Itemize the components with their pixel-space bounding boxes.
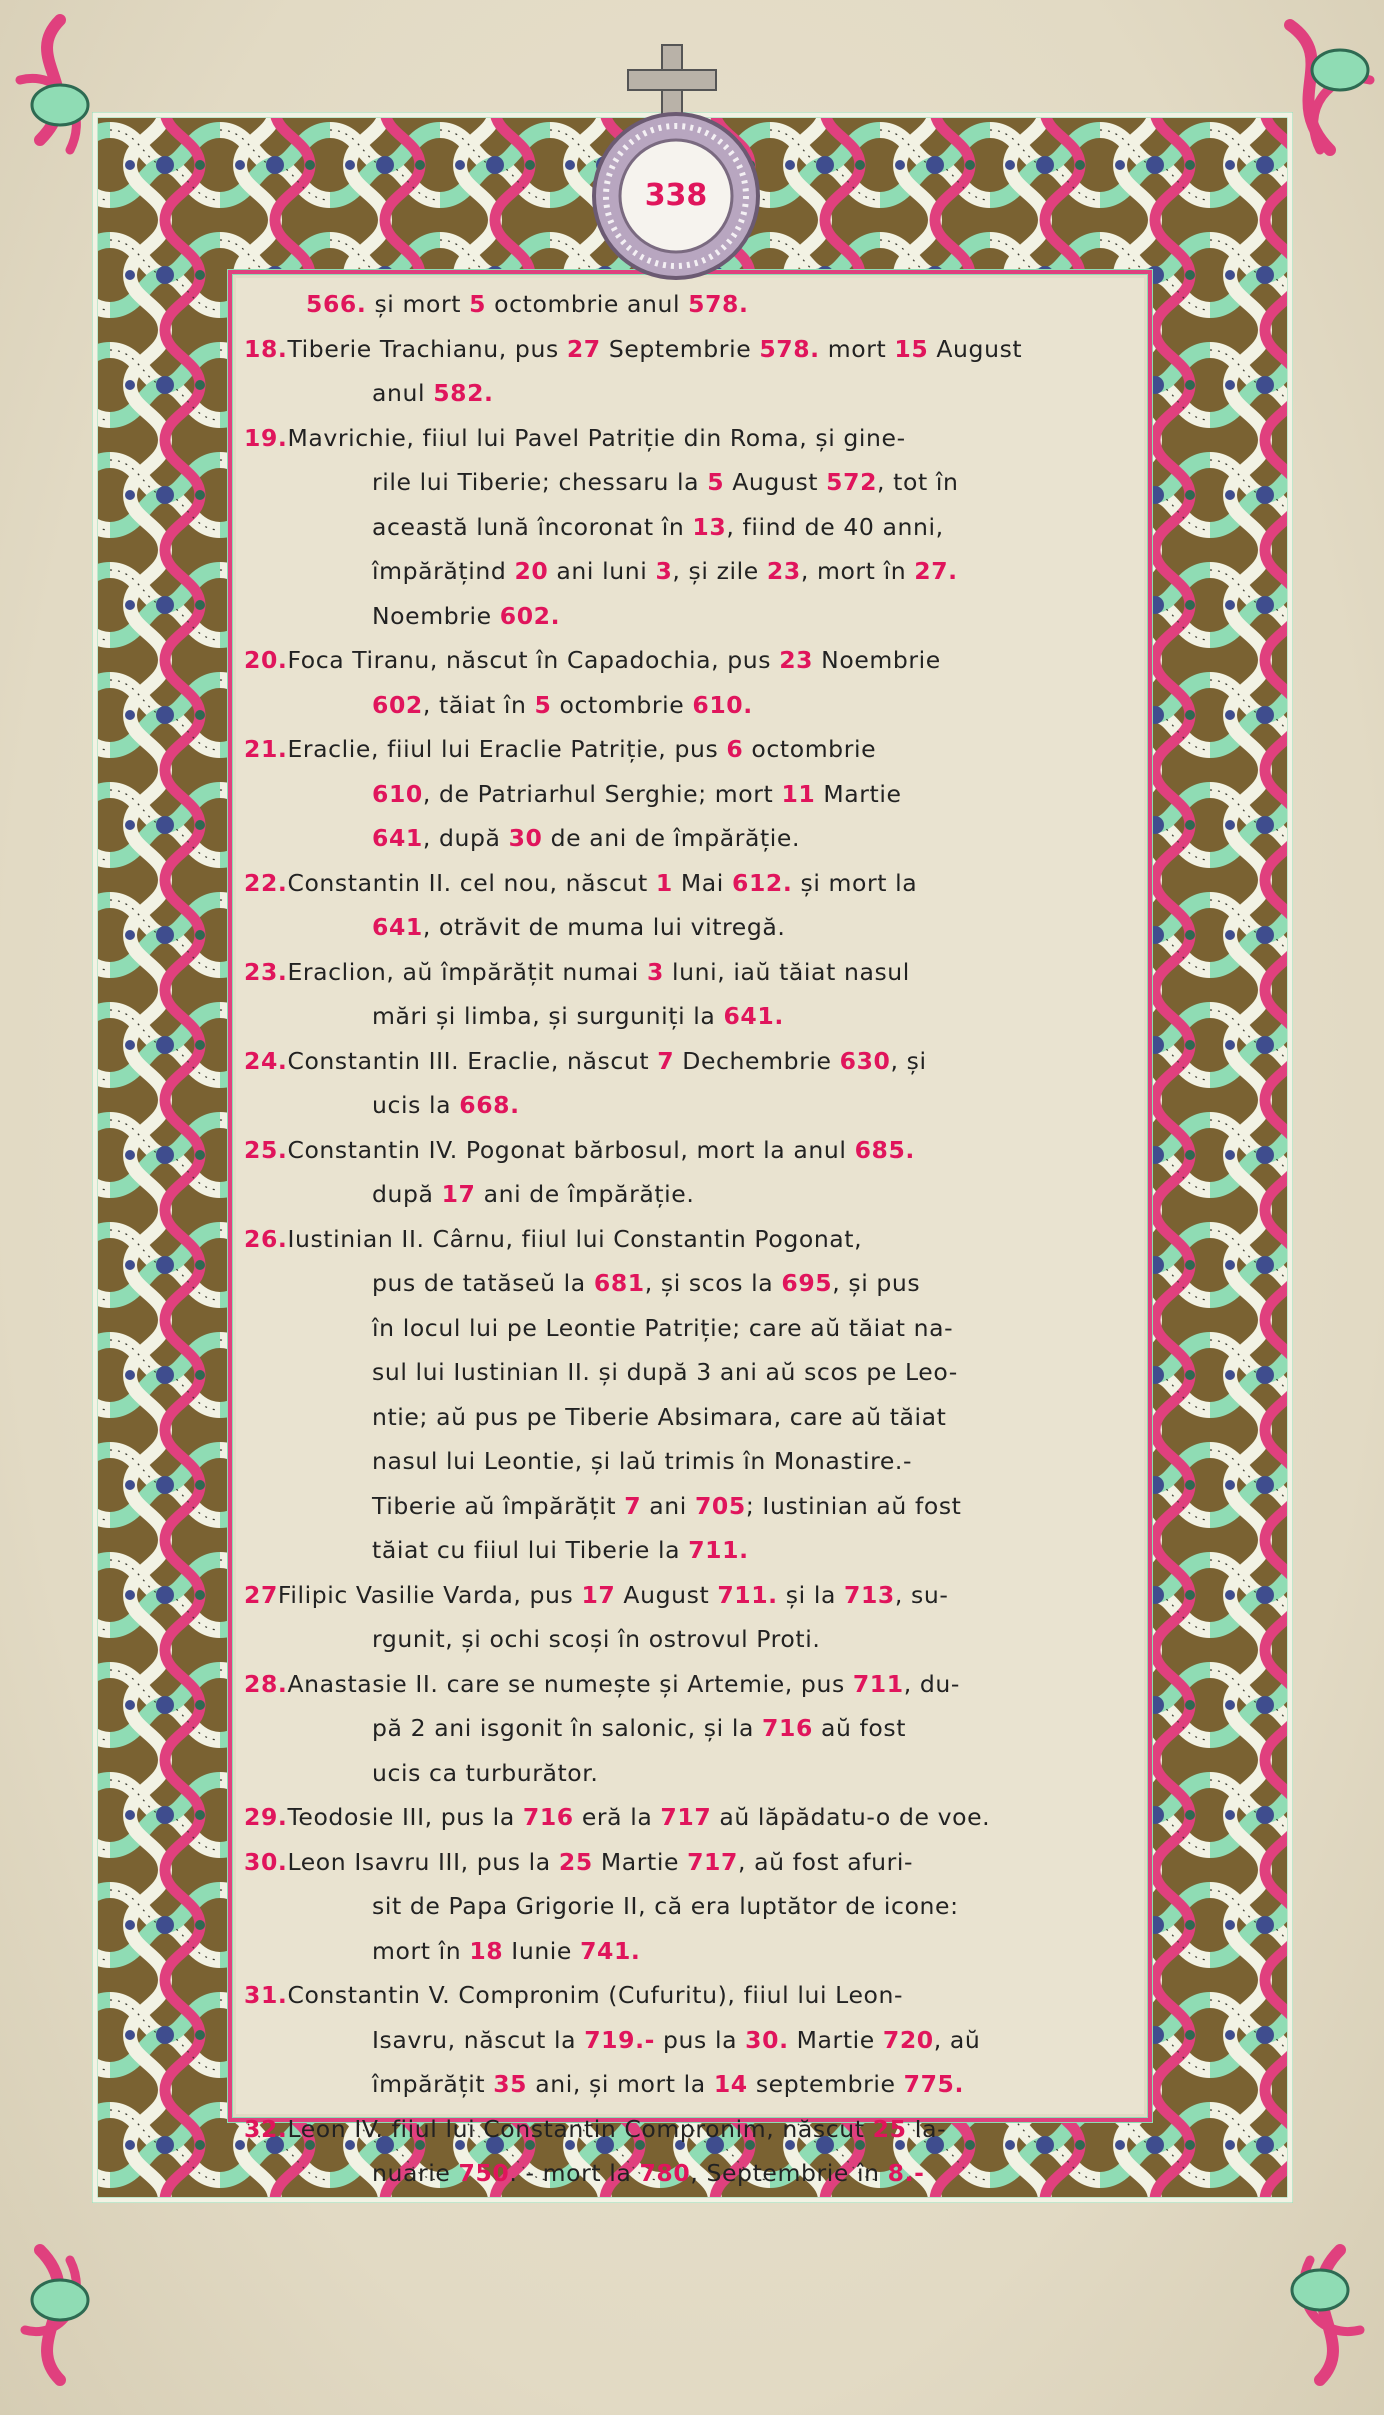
entry-line-first bbox=[244, 1662, 1134, 1707]
entry-number: 32. bbox=[244, 2114, 288, 2143]
entry-line bbox=[244, 1706, 1134, 1751]
text-run: , otrăvit de muma lui vitregă. bbox=[422, 913, 786, 941]
red-numeral: 695 bbox=[781, 1269, 833, 1297]
entry-number: 27 bbox=[244, 1580, 278, 1609]
red-numeral: 572 bbox=[826, 468, 878, 496]
entry-number: 26. bbox=[244, 1224, 288, 1253]
red-numeral: 681 bbox=[593, 1269, 645, 1297]
red-numeral: 18 bbox=[469, 1936, 504, 1965]
page-number: 338 bbox=[644, 178, 708, 213]
entry-line bbox=[244, 549, 1134, 594]
text-run: Martie bbox=[815, 779, 902, 808]
text-run: Isavru, născut la bbox=[372, 2025, 585, 2054]
entry-line-first bbox=[244, 1973, 1134, 2018]
text-run: , după bbox=[422, 824, 509, 852]
entry-line bbox=[244, 772, 1134, 817]
text-run: ucis ca turburător. bbox=[372, 1758, 599, 1787]
red-numeral: 705 bbox=[694, 1491, 746, 1520]
entry-line bbox=[244, 1751, 1134, 1796]
text-run: , tăiat în bbox=[422, 690, 535, 719]
text-run: pă 2 ani isgonit în salonic, și la bbox=[372, 1714, 763, 1742]
entry-line bbox=[244, 460, 1134, 505]
entry-line-first bbox=[244, 861, 1134, 906]
red-numeral: 5 bbox=[707, 468, 725, 496]
text-run: , de Patriarhul Serghie; mort bbox=[422, 779, 782, 808]
text-run: , și zile bbox=[672, 557, 767, 585]
text-run: August bbox=[928, 334, 1023, 363]
red-numeral: 610 bbox=[372, 779, 423, 808]
red-numeral: 641. bbox=[723, 1002, 784, 1030]
entry-line bbox=[244, 371, 1134, 416]
red-numeral: 35 bbox=[493, 2070, 528, 2098]
red-numeral: 610. bbox=[692, 690, 753, 719]
entry-line bbox=[244, 1484, 1134, 1529]
text-run: Eraclie, fiiul lui Eraclie Patriție, pus bbox=[287, 735, 727, 763]
corner-ornament-icon bbox=[1292, 2250, 1360, 2380]
text-run: ; Iustinian aŭ fost bbox=[745, 1491, 962, 1520]
entry-line-first bbox=[244, 638, 1134, 683]
text-run: mări și limba, și surguniți la bbox=[372, 1002, 724, 1030]
entry-line-first bbox=[244, 1795, 1134, 1840]
entry-line-first bbox=[244, 1573, 1134, 1618]
entry-number: 22. bbox=[244, 868, 288, 897]
text-run: , tot în bbox=[877, 468, 959, 496]
entry-line-first bbox=[244, 327, 1134, 372]
text-run: această lună încoronat în bbox=[372, 512, 693, 541]
red-numeral: 717 bbox=[660, 1803, 712, 1831]
entry-number: 23. bbox=[244, 957, 288, 986]
text-run: August bbox=[724, 468, 827, 496]
red-numeral: 17 bbox=[441, 1180, 476, 1208]
text-run: anul bbox=[372, 379, 434, 407]
text-run: ani luni bbox=[548, 557, 656, 585]
red-numeral: 23 bbox=[779, 646, 814, 674]
text-run: , aŭ fost afuri- bbox=[737, 1847, 914, 1876]
text-run: Mavrichie, fiiul lui Pavel Patriție din Roma, și gine- bbox=[287, 423, 906, 452]
text-run: , mort în bbox=[800, 557, 915, 585]
text-run: Martie bbox=[788, 2025, 883, 2054]
text-run: Martie bbox=[592, 1847, 688, 1876]
entry-number: 24. bbox=[244, 1046, 288, 1075]
red-numeral: 612. bbox=[732, 868, 793, 897]
text-run: Constantin III. Eraclie, născut bbox=[287, 1046, 658, 1075]
entry-line bbox=[244, 1528, 1134, 1573]
entry-line bbox=[244, 2018, 1134, 2063]
red-numeral: 578. bbox=[759, 334, 820, 363]
red-numeral: 713 bbox=[844, 1580, 895, 1609]
text-run: eră la bbox=[573, 1803, 661, 1831]
red-numeral: 716 bbox=[522, 1803, 574, 1831]
text-run: Eraclion, aŭ împărățit numai bbox=[287, 957, 648, 986]
red-numeral: 719.- bbox=[584, 2025, 655, 2054]
entry-line-first bbox=[244, 1217, 1134, 1262]
entry-line-first bbox=[244, 1840, 1134, 1885]
text-run: Filipic Vasilie Varda, pus bbox=[277, 1580, 582, 1609]
red-numeral: 13 bbox=[692, 512, 727, 541]
text-run: Constantin V. Compronim (Cufuritu), fiiul lui Leon- bbox=[287, 1981, 904, 2009]
entry-line-first bbox=[244, 727, 1134, 772]
red-numeral: 741. bbox=[580, 1936, 641, 1965]
text-run: Foca Tiranu, născut în Capadochia, pus bbox=[287, 646, 780, 674]
entry-line bbox=[244, 594, 1134, 639]
text-run: ani bbox=[641, 1491, 695, 1520]
red-numeral: 30 bbox=[508, 824, 543, 852]
red-numeral: 578. bbox=[688, 290, 749, 318]
text-run: , și scos la bbox=[644, 1269, 782, 1297]
text-run: Leon Isavru III, pus la bbox=[287, 1847, 559, 1876]
text-run: aŭ lăpădatu-o de voe. bbox=[711, 1803, 991, 1831]
text-run: după bbox=[372, 1180, 442, 1208]
entry-number: 25. bbox=[244, 1135, 288, 1164]
entry-number: 31. bbox=[244, 1981, 288, 2009]
red-numeral: 717 bbox=[687, 1847, 738, 1876]
text-run: Iunie bbox=[503, 1936, 581, 1965]
text-run: și mort la bbox=[792, 868, 918, 897]
text-run: împărățit bbox=[372, 2070, 494, 2098]
entry-line bbox=[244, 994, 1134, 1039]
red-numeral: 27 bbox=[566, 334, 601, 363]
entry-line bbox=[244, 1884, 1134, 1929]
text-run: August bbox=[615, 1580, 718, 1609]
red-numeral: 641 bbox=[372, 913, 423, 941]
text-run: ani de împărăție. bbox=[475, 1180, 695, 1208]
entry-number: 29. bbox=[244, 1803, 288, 1831]
red-numeral: 7 bbox=[624, 1491, 642, 1520]
text-run: , du- bbox=[903, 1669, 960, 1698]
entry-line bbox=[244, 1261, 1134, 1306]
entry-line bbox=[244, 816, 1134, 861]
text-run: Septembrie bbox=[600, 334, 760, 363]
entry-line bbox=[244, 505, 1134, 550]
entry-line-first bbox=[244, 1039, 1134, 1084]
text-run: . - mort la bbox=[509, 2159, 640, 2187]
text-run: Constantin II. cel nou, născut bbox=[287, 868, 656, 897]
text-run: rile lui Tiberie; chessaru la bbox=[372, 468, 708, 496]
entry-line-first bbox=[244, 2107, 1134, 2152]
text-run: Tiberie aŭ împărățit bbox=[372, 1491, 625, 1520]
text-run: nuarie bbox=[372, 2159, 459, 2187]
entry-number: 20. bbox=[244, 646, 288, 674]
entry-number: 28. bbox=[244, 1669, 288, 1698]
red-numeral: 30. bbox=[745, 2025, 789, 2054]
text-run: , fiind de 40 anni, bbox=[726, 512, 944, 541]
text-run: sit de Papa Grigorie II, că era luptător de icone: bbox=[372, 1892, 959, 1920]
entry-number: 21. bbox=[244, 735, 288, 763]
text-run: Iustinian II. Cârnu, fiiul lui Constantin Pogonat, bbox=[287, 1224, 863, 1253]
text-run: rgunit, și ochi scoși în ostrovul Proti. bbox=[372, 1625, 821, 1653]
red-numeral: 750 bbox=[458, 2159, 510, 2187]
red-numeral: 668. bbox=[459, 1091, 520, 1119]
text-run: octombrie bbox=[551, 690, 693, 719]
corner-ornament-icon bbox=[25, 2250, 88, 2380]
red-numeral: 630 bbox=[839, 1046, 891, 1075]
text-run: Ia- bbox=[906, 2114, 947, 2143]
red-numeral: 23 bbox=[766, 557, 801, 585]
text-run: nasul lui Leontie, și laŭ trimis în Monastire.- bbox=[372, 1447, 913, 1475]
red-numeral: 25 bbox=[558, 1847, 593, 1876]
text-run: și la bbox=[777, 1580, 845, 1609]
text-run: septembrie bbox=[747, 2070, 904, 2098]
entry-number: 19. bbox=[244, 423, 288, 452]
red-numeral: 7 bbox=[657, 1046, 675, 1075]
red-numeral: 582. bbox=[433, 379, 494, 407]
entry-line bbox=[244, 1350, 1134, 1395]
red-numeral: 17 bbox=[581, 1580, 616, 1609]
entry-line bbox=[244, 1172, 1134, 1217]
red-numeral: 711. bbox=[717, 1580, 778, 1609]
text-run: ani, și mort la bbox=[527, 2070, 714, 2098]
text-run: Leon IV. fiiul lui Constantin Compronim, născut bbox=[287, 2114, 873, 2143]
red-numeral: 711. bbox=[688, 1536, 749, 1564]
red-numeral: 1 bbox=[655, 868, 673, 897]
corner-ornament-icon bbox=[1290, 25, 1370, 150]
entry-line bbox=[244, 1306, 1134, 1351]
entry-line bbox=[244, 1617, 1134, 1662]
red-numeral: 6 bbox=[726, 735, 744, 763]
red-numeral: 8.- bbox=[887, 2159, 925, 2187]
text-run: , Septembrie în bbox=[690, 2159, 888, 2187]
corner-ornament-icon bbox=[20, 20, 88, 150]
text-run: ntie; aŭ pus pe Tiberie Absimara, care aŭ tăiat bbox=[372, 1402, 947, 1431]
text-run: Dechembrie bbox=[674, 1046, 840, 1075]
red-numeral: 566. bbox=[306, 290, 367, 318]
red-numeral: 716 bbox=[762, 1714, 813, 1742]
text-run: împărățind bbox=[372, 557, 515, 585]
text-run: , aŭ bbox=[933, 2025, 981, 2054]
text-run: Tiberie Trachianu, pus bbox=[287, 334, 567, 363]
entry-line-first bbox=[244, 950, 1134, 995]
text-run: pus la bbox=[654, 2025, 746, 2054]
entry-number: 30. bbox=[244, 1847, 288, 1876]
text-run: , su- bbox=[894, 1580, 949, 1609]
text-run: , și bbox=[890, 1046, 927, 1075]
text-run: ucis la bbox=[372, 1091, 460, 1119]
red-numeral: 11 bbox=[781, 779, 816, 808]
text-run: de ani de împărăție. bbox=[542, 824, 801, 852]
entry-line bbox=[244, 1929, 1134, 1974]
text-run: octombrie anul bbox=[486, 290, 689, 318]
text-run: Constantin IV. Pogonat bărbosul, mort la anul bbox=[287, 1135, 855, 1164]
entry-line bbox=[244, 2062, 1134, 2107]
text-run: Noembrie bbox=[813, 646, 941, 674]
red-numeral: 3 bbox=[655, 557, 673, 585]
text-run: luni, iaŭ tăiat nasul bbox=[663, 957, 910, 986]
entry-number: 18. bbox=[244, 334, 288, 363]
entry-line bbox=[244, 1083, 1134, 1128]
red-numeral: 5 bbox=[469, 290, 487, 318]
text-run: pus de tatăseŭ la bbox=[372, 1269, 594, 1297]
text-run: Noembrie bbox=[372, 601, 500, 630]
text-run: și mort bbox=[366, 290, 470, 318]
red-numeral: 5 bbox=[534, 690, 552, 719]
red-numeral: 27. bbox=[914, 557, 958, 585]
text-run: mort în bbox=[372, 1936, 470, 1965]
red-numeral: 25 bbox=[872, 2114, 907, 2143]
red-numeral: 14 bbox=[713, 2070, 748, 2098]
red-numeral: 780 bbox=[639, 2159, 691, 2187]
entry-line bbox=[244, 683, 1134, 728]
red-numeral: 602 bbox=[372, 690, 423, 719]
text-run: aŭ fost bbox=[812, 1714, 907, 1742]
text-run: tăiat cu fiiul lui Tiberie la bbox=[372, 1536, 689, 1564]
text-run: octombrie bbox=[743, 735, 877, 763]
text-run: Teodosie III, pus la bbox=[287, 1803, 523, 1831]
entry-line-first bbox=[244, 416, 1134, 461]
entry-line bbox=[244, 2151, 1134, 2196]
entry-line bbox=[244, 905, 1134, 950]
red-numeral: 641 bbox=[372, 824, 423, 852]
entry-line-first bbox=[244, 282, 1134, 327]
text-run: mort bbox=[819, 334, 895, 363]
red-numeral: 685. bbox=[854, 1135, 915, 1164]
chronicle-text bbox=[244, 282, 1134, 2187]
red-numeral: 775. bbox=[903, 2070, 965, 2098]
entry-line-first bbox=[244, 1128, 1134, 1173]
text-run: , și pus bbox=[832, 1269, 921, 1297]
text-run: în locul lui pe Leontie Patriție; care aŭ tăiat na- bbox=[372, 1313, 954, 1342]
text-run: Anastasie II. care se numește și Artemie, pus bbox=[287, 1669, 853, 1698]
red-numeral: 3 bbox=[647, 957, 664, 986]
red-numeral: 711 bbox=[852, 1669, 904, 1698]
entry-line bbox=[244, 1439, 1134, 1484]
red-numeral: 602. bbox=[499, 601, 561, 630]
red-numeral: 20 bbox=[514, 557, 549, 585]
red-numeral: 720 bbox=[882, 2025, 934, 2054]
red-numeral: 15 bbox=[894, 334, 929, 363]
text-run: sul lui Iustinian II. și după 3 ani aŭ scos pe Leo- bbox=[372, 1358, 958, 1386]
text-run: Mai bbox=[672, 868, 733, 897]
entry-line bbox=[244, 1395, 1134, 1440]
